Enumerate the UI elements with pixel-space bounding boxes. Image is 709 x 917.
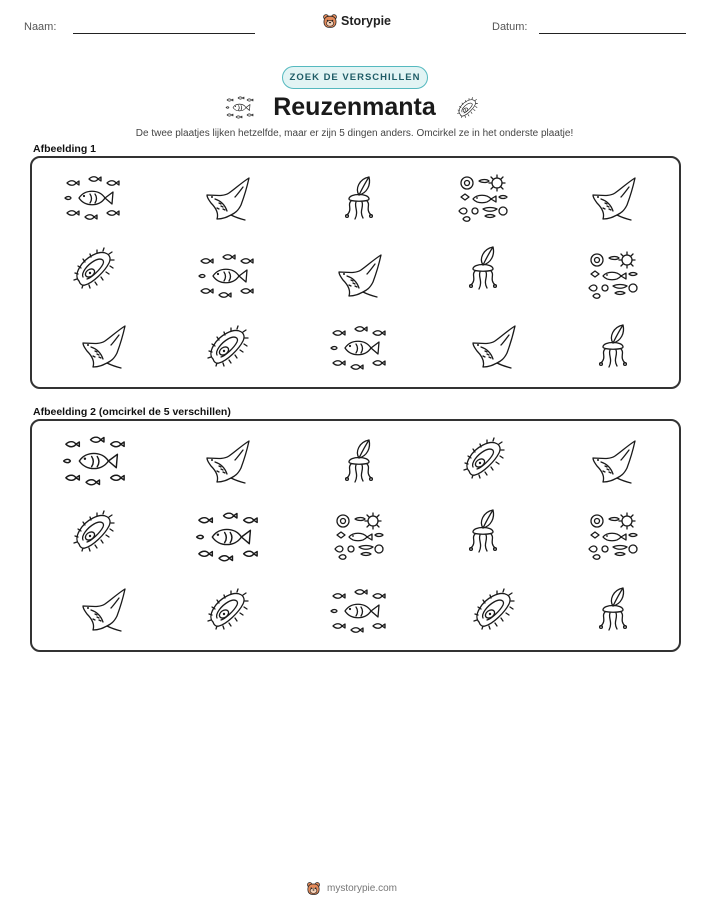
microbe-icon[interactable] — [463, 584, 523, 634]
footer-url[interactable]: mystorypie.com — [327, 883, 398, 894]
manta-ray-icon — [73, 321, 133, 371]
plankton-icon — [453, 173, 513, 223]
microbe-icon[interactable] — [197, 584, 257, 634]
plankton-icon[interactable] — [583, 511, 643, 561]
name-line[interactable] — [73, 33, 255, 34]
jellyfish-icon — [453, 243, 513, 293]
jellyfish-icon[interactable] — [329, 436, 389, 486]
date-label: Datum: — [492, 21, 528, 33]
manta-ray-icon[interactable] — [583, 436, 643, 486]
picture-2-label: Afbeelding 2 (omcirkel de 5 verschillen) — [33, 406, 231, 418]
microbe-icon — [197, 321, 257, 371]
fish-school-icon — [329, 323, 389, 373]
date-line[interactable] — [539, 33, 686, 34]
picture-1-panel — [30, 156, 681, 389]
brand-logo — [322, 13, 391, 29]
fish-school-icon[interactable] — [329, 586, 389, 636]
bear-mascot-icon — [322, 13, 338, 29]
jellyfish-icon[interactable] — [453, 506, 513, 556]
brand-name: Storypie — [341, 14, 392, 28]
page-title: Reuzenmanta — [273, 93, 436, 121]
fish-school-icon[interactable] — [56, 433, 134, 489]
instructions: De twee plaatjes lijken hetzelfde, maar er zijn 5 dingen anders. Omcirkel ze in het onderste plaatje! — [135, 128, 574, 139]
jellyfish-icon — [583, 321, 643, 371]
manta-ray-icon — [329, 250, 389, 300]
fish-school-icon — [63, 173, 123, 223]
jellyfish-icon[interactable] — [583, 584, 643, 634]
plankton-icon — [583, 250, 643, 300]
manta-ray-icon — [197, 173, 257, 223]
microbe-icon[interactable] — [63, 506, 123, 556]
jellyfish-icon — [329, 173, 389, 223]
activity-badge: ZOEK DE VERSCHILLEN — [282, 66, 428, 89]
manta-ray-icon[interactable] — [73, 584, 133, 634]
fish-school-icon — [197, 251, 257, 301]
manta-ray-icon — [463, 321, 523, 371]
plankton-icon[interactable] — [329, 511, 389, 561]
microbe-icon — [452, 95, 482, 120]
manta-ray-icon[interactable] — [197, 436, 257, 486]
microbe-icon[interactable] — [453, 433, 513, 483]
microbe-icon — [63, 243, 123, 293]
picture-2-panel — [30, 419, 681, 652]
picture-1-label: Afbeelding 1 — [33, 143, 97, 155]
manta-ray-icon — [583, 173, 643, 223]
bear-mascot-icon — [306, 881, 321, 896]
fish-school-icon[interactable] — [189, 509, 267, 565]
footer — [306, 881, 397, 896]
name-label: Naam: — [24, 21, 57, 33]
